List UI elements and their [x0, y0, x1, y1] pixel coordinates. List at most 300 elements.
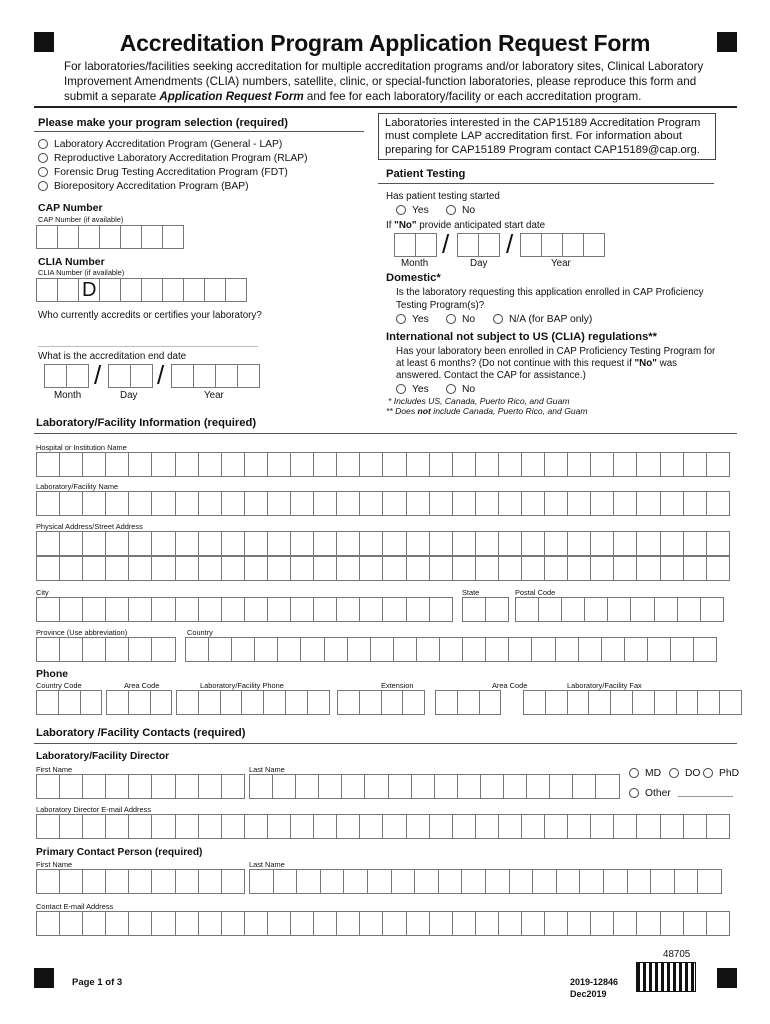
degree-do[interactable]: DO	[669, 766, 700, 780]
char-box[interactable]	[660, 911, 684, 936]
char-box[interactable]	[313, 911, 337, 936]
char-box[interactable]	[416, 637, 440, 662]
char-box[interactable]	[544, 452, 568, 477]
char-box[interactable]	[579, 869, 604, 894]
char-box[interactable]	[544, 531, 568, 556]
char-box[interactable]	[128, 597, 152, 622]
char-box[interactable]	[452, 814, 476, 839]
char-box[interactable]	[175, 491, 199, 516]
char-box[interactable]	[630, 597, 654, 622]
char-box[interactable]	[320, 869, 345, 894]
char-box[interactable]	[249, 774, 273, 799]
char-box[interactable]	[272, 774, 296, 799]
char-box[interactable]	[324, 637, 348, 662]
char-box[interactable]	[429, 452, 453, 477]
domestic-no[interactable]: No	[446, 312, 475, 326]
char-box[interactable]	[382, 491, 406, 516]
char-box[interactable]	[141, 225, 163, 249]
char-box[interactable]	[215, 364, 238, 388]
char-box[interactable]	[220, 690, 243, 715]
char-box[interactable]	[244, 597, 268, 622]
char-box[interactable]	[429, 814, 453, 839]
char-box[interactable]	[521, 531, 545, 556]
char-box[interactable]	[584, 597, 608, 622]
char-box[interactable]	[670, 637, 694, 662]
char-box[interactable]	[128, 491, 152, 516]
char-box[interactable]	[193, 364, 216, 388]
program-option-bap[interactable]: Biorepository Accreditation Program (BAP)	[38, 179, 308, 193]
char-box[interactable]	[391, 869, 416, 894]
char-box[interactable]	[556, 869, 581, 894]
char-box[interactable]	[151, 911, 175, 936]
start-date-month[interactable]	[394, 233, 436, 257]
char-box[interactable]	[295, 774, 319, 799]
char-box[interactable]	[78, 225, 100, 249]
state-boxes[interactable]	[462, 597, 508, 622]
char-box[interactable]	[429, 911, 453, 936]
char-box[interactable]	[36, 556, 60, 581]
char-box[interactable]	[176, 690, 199, 715]
char-box[interactable]	[57, 225, 79, 249]
char-box[interactable]	[59, 814, 83, 839]
char-box[interactable]	[221, 491, 245, 516]
char-box[interactable]	[683, 556, 707, 581]
char-box[interactable]	[697, 869, 722, 894]
char-box[interactable]	[208, 637, 232, 662]
char-box[interactable]	[221, 452, 245, 477]
char-box[interactable]	[429, 531, 453, 556]
char-box[interactable]	[521, 911, 545, 936]
clia-number-boxes[interactable]	[36, 278, 246, 302]
char-box[interactable]	[475, 531, 499, 556]
start-date-year[interactable]	[520, 233, 604, 257]
char-box[interactable]	[485, 597, 509, 622]
char-box[interactable]	[406, 911, 430, 936]
char-box[interactable]	[515, 597, 539, 622]
char-box[interactable]	[313, 491, 337, 516]
radio-icon[interactable]	[669, 768, 679, 778]
char-box[interactable]	[498, 531, 522, 556]
char-box[interactable]	[175, 531, 199, 556]
degree-md[interactable]: MD	[629, 766, 661, 780]
char-box[interactable]	[198, 911, 222, 936]
char-box[interactable]	[337, 690, 360, 715]
char-box[interactable]	[336, 452, 360, 477]
char-box[interactable]	[336, 814, 360, 839]
char-box[interactable]	[313, 531, 337, 556]
char-box[interactable]	[636, 911, 660, 936]
char-box[interactable]	[480, 774, 504, 799]
char-box[interactable]	[544, 814, 568, 839]
char-box[interactable]	[82, 556, 106, 581]
char-box[interactable]	[406, 491, 430, 516]
char-box[interactable]	[601, 637, 625, 662]
country-boxes[interactable]	[185, 637, 716, 662]
radio-icon[interactable]	[629, 768, 639, 778]
degree-other[interactable]: Other	[629, 786, 671, 800]
char-box[interactable]	[36, 531, 60, 556]
char-box[interactable]	[175, 911, 199, 936]
char-box[interactable]	[267, 531, 291, 556]
char-box[interactable]	[108, 364, 131, 388]
char-box[interactable]	[706, 911, 730, 936]
char-box[interactable]	[82, 597, 106, 622]
char-box[interactable]	[171, 364, 194, 388]
domestic-yes[interactable]: Yes	[396, 312, 429, 326]
char-box[interactable]	[254, 637, 278, 662]
char-box[interactable]	[394, 233, 416, 257]
char-box[interactable]	[267, 597, 291, 622]
char-box[interactable]	[452, 531, 476, 556]
char-box[interactable]	[36, 597, 60, 622]
char-box[interactable]	[267, 911, 291, 936]
char-box[interactable]	[66, 364, 89, 388]
char-box[interactable]	[343, 869, 368, 894]
char-box[interactable]	[80, 690, 103, 715]
char-box[interactable]	[128, 452, 152, 477]
char-box[interactable]	[567, 690, 590, 715]
char-box[interactable]	[36, 491, 60, 516]
radio-icon[interactable]	[38, 153, 48, 163]
char-box[interactable]	[683, 491, 707, 516]
char-box[interactable]	[452, 491, 476, 516]
char-box[interactable]	[185, 637, 209, 662]
char-box[interactable]	[457, 690, 480, 715]
country-code-boxes[interactable]	[36, 690, 101, 715]
char-box[interactable]	[290, 556, 314, 581]
char-box[interactable]	[105, 774, 129, 799]
char-box[interactable]	[402, 690, 425, 715]
char-box[interactable]	[549, 774, 573, 799]
char-box[interactable]	[59, 452, 83, 477]
char-box[interactable]	[198, 869, 222, 894]
char-box[interactable]	[307, 690, 330, 715]
char-box[interactable]	[414, 869, 439, 894]
char-box[interactable]	[435, 690, 458, 715]
char-box[interactable]	[151, 814, 175, 839]
char-box[interactable]	[175, 774, 199, 799]
radio-icon[interactable]	[493, 314, 503, 324]
char-box[interactable]	[636, 452, 660, 477]
char-box[interactable]	[452, 911, 476, 936]
char-box[interactable]	[531, 637, 555, 662]
char-box[interactable]	[367, 869, 392, 894]
char-box[interactable]	[636, 491, 660, 516]
degree-phd[interactable]: PhD	[703, 766, 739, 780]
char-box[interactable]	[244, 452, 268, 477]
char-box[interactable]	[128, 869, 152, 894]
char-box[interactable]	[59, 869, 83, 894]
char-box[interactable]	[676, 690, 699, 715]
char-box[interactable]	[221, 869, 245, 894]
char-box[interactable]	[151, 637, 175, 662]
char-box[interactable]	[508, 637, 532, 662]
char-box[interactable]	[706, 814, 730, 839]
char-box[interactable]	[244, 531, 268, 556]
char-box[interactable]	[241, 690, 264, 715]
char-box[interactable]	[106, 690, 129, 715]
char-box[interactable]	[290, 531, 314, 556]
char-box[interactable]	[674, 869, 699, 894]
facility-phone-boxes[interactable]	[176, 690, 329, 715]
international-yes[interactable]: Yes	[396, 382, 429, 396]
char-box[interactable]	[498, 911, 522, 936]
char-box[interactable]	[36, 814, 60, 839]
char-box[interactable]	[231, 637, 255, 662]
char-box[interactable]	[151, 531, 175, 556]
char-box[interactable]	[359, 911, 383, 936]
char-box[interactable]	[318, 774, 342, 799]
char-box[interactable]	[175, 869, 199, 894]
char-box[interactable]	[99, 278, 121, 302]
char-box[interactable]	[128, 814, 152, 839]
director-email-boxes[interactable]	[36, 814, 729, 839]
address-boxes-row1[interactable]	[36, 531, 729, 556]
char-box[interactable]	[59, 911, 83, 936]
international-no[interactable]: No	[446, 382, 475, 396]
char-box[interactable]	[336, 911, 360, 936]
char-box[interactable]	[221, 597, 245, 622]
char-box[interactable]	[105, 597, 129, 622]
postal-code-boxes[interactable]	[515, 597, 723, 622]
char-box[interactable]	[567, 814, 591, 839]
char-box[interactable]	[588, 690, 611, 715]
char-box[interactable]	[263, 690, 286, 715]
char-box[interactable]	[541, 233, 563, 257]
char-box[interactable]	[660, 556, 684, 581]
char-box[interactable]	[485, 869, 510, 894]
province-boxes[interactable]	[36, 637, 175, 662]
char-box[interactable]	[105, 911, 129, 936]
char-box[interactable]	[341, 774, 365, 799]
char-box[interactable]	[382, 814, 406, 839]
char-box[interactable]	[336, 556, 360, 581]
char-box[interactable]	[290, 452, 314, 477]
char-box[interactable]	[382, 452, 406, 477]
char-box[interactable]	[452, 556, 476, 581]
char-box[interactable]	[175, 452, 199, 477]
char-box[interactable]	[36, 911, 60, 936]
char-box[interactable]	[697, 690, 720, 715]
char-box[interactable]	[285, 690, 308, 715]
char-box[interactable]	[538, 597, 562, 622]
radio-icon[interactable]	[703, 768, 713, 778]
char-box[interactable]	[221, 774, 245, 799]
char-box[interactable]	[544, 911, 568, 936]
char-box[interactable]	[59, 556, 83, 581]
char-box[interactable]	[130, 364, 153, 388]
char-box[interactable]	[120, 278, 142, 302]
char-box[interactable]	[393, 637, 417, 662]
char-box[interactable]	[462, 637, 486, 662]
program-option-lap[interactable]: Laboratory Accreditation Program (General - LAP)	[38, 137, 308, 151]
char-box[interactable]	[183, 278, 205, 302]
char-box[interactable]	[290, 491, 314, 516]
char-box[interactable]	[198, 774, 222, 799]
char-box[interactable]	[105, 869, 129, 894]
char-box[interactable]	[544, 491, 568, 516]
area-code-fax-boxes[interactable]	[435, 690, 500, 715]
char-box[interactable]	[313, 556, 337, 581]
char-box[interactable]	[105, 637, 129, 662]
char-box[interactable]	[82, 911, 106, 936]
char-box[interactable]	[151, 556, 175, 581]
radio-icon[interactable]	[38, 167, 48, 177]
char-box[interactable]	[521, 452, 545, 477]
char-box[interactable]	[700, 597, 724, 622]
char-box[interactable]	[632, 690, 655, 715]
char-box[interactable]	[478, 233, 500, 257]
end-date-month[interactable]	[44, 364, 88, 388]
char-box[interactable]	[498, 491, 522, 516]
char-box[interactable]	[509, 869, 534, 894]
char-box[interactable]	[277, 637, 301, 662]
char-box[interactable]	[583, 233, 605, 257]
char-box[interactable]	[105, 531, 129, 556]
char-box[interactable]	[406, 814, 430, 839]
char-box[interactable]	[613, 452, 637, 477]
char-box[interactable]	[636, 814, 660, 839]
char-box[interactable]	[82, 814, 106, 839]
char-box[interactable]	[654, 597, 678, 622]
char-box[interactable]	[198, 597, 222, 622]
char-box[interactable]	[595, 774, 619, 799]
char-box[interactable]	[523, 690, 546, 715]
char-box[interactable]	[479, 690, 502, 715]
char-box[interactable]	[57, 278, 79, 302]
char-box[interactable]	[382, 556, 406, 581]
char-box[interactable]	[273, 869, 298, 894]
char-box[interactable]	[128, 556, 152, 581]
char-box[interactable]	[162, 225, 184, 249]
radio-icon[interactable]	[396, 205, 406, 215]
char-box[interactable]	[561, 597, 585, 622]
char-box[interactable]	[175, 814, 199, 839]
char-box[interactable]	[82, 491, 106, 516]
char-box[interactable]	[636, 531, 660, 556]
char-box[interactable]	[660, 491, 684, 516]
char-box[interactable]	[82, 869, 106, 894]
extension-boxes[interactable]	[337, 690, 424, 715]
char-box[interactable]	[128, 637, 152, 662]
char-box[interactable]	[475, 911, 499, 936]
char-box[interactable]	[36, 637, 60, 662]
char-box[interactable]	[382, 597, 406, 622]
char-box[interactable]	[613, 911, 637, 936]
char-box[interactable]	[244, 556, 268, 581]
start-date-day[interactable]	[457, 233, 499, 257]
char-box[interactable]	[627, 869, 652, 894]
char-box[interactable]	[105, 814, 129, 839]
char-box[interactable]	[313, 452, 337, 477]
accreditor-answer-line[interactable]	[38, 346, 258, 347]
primary-first-name-boxes[interactable]	[36, 869, 244, 894]
degree-other-line[interactable]	[678, 796, 733, 797]
cap-number-boxes[interactable]	[36, 225, 183, 249]
char-box[interactable]	[683, 531, 707, 556]
char-box[interactable]	[590, 491, 614, 516]
end-date-day[interactable]	[108, 364, 152, 388]
char-box[interactable]	[225, 278, 247, 302]
char-box[interactable]	[572, 774, 596, 799]
char-box[interactable]	[654, 690, 677, 715]
char-box[interactable]	[120, 225, 142, 249]
char-box[interactable]	[567, 491, 591, 516]
char-box[interactable]	[128, 911, 152, 936]
radio-icon[interactable]	[38, 139, 48, 149]
char-box[interactable]	[498, 814, 522, 839]
char-box[interactable]	[267, 556, 291, 581]
char-box[interactable]	[457, 233, 479, 257]
char-box[interactable]	[607, 597, 631, 622]
char-box[interactable]	[475, 814, 499, 839]
char-box[interactable]	[290, 597, 314, 622]
end-date-year[interactable]	[171, 364, 259, 388]
char-box[interactable]	[382, 531, 406, 556]
city-boxes[interactable]	[36, 597, 452, 622]
radio-icon[interactable]	[38, 181, 48, 191]
director-last-name-boxes[interactable]	[249, 774, 619, 799]
char-box[interactable]	[613, 531, 637, 556]
hospital-name-boxes[interactable]	[36, 452, 729, 477]
char-box[interactable]	[290, 814, 314, 839]
char-box[interactable]	[221, 531, 245, 556]
char-box[interactable]	[36, 869, 60, 894]
char-box[interactable]	[296, 869, 321, 894]
char-box[interactable]	[475, 452, 499, 477]
char-box[interactable]	[521, 491, 545, 516]
char-box[interactable]	[359, 491, 383, 516]
char-box[interactable]	[151, 597, 175, 622]
char-box[interactable]	[415, 233, 437, 257]
char-box[interactable]	[336, 491, 360, 516]
char-box[interactable]	[590, 556, 614, 581]
char-box[interactable]	[244, 814, 268, 839]
char-box[interactable]	[452, 452, 476, 477]
char-box[interactable]	[82, 774, 106, 799]
char-box[interactable]	[347, 637, 371, 662]
char-box[interactable]	[590, 911, 614, 936]
char-box[interactable]	[313, 814, 337, 839]
char-box[interactable]	[706, 556, 730, 581]
char-box[interactable]	[610, 690, 633, 715]
char-box[interactable]	[498, 556, 522, 581]
char-box[interactable]	[475, 491, 499, 516]
char-box[interactable]	[244, 491, 268, 516]
char-box[interactable]	[128, 774, 152, 799]
char-box[interactable]	[59, 531, 83, 556]
char-box[interactable]	[520, 233, 542, 257]
char-box[interactable]	[151, 491, 175, 516]
char-box[interactable]	[58, 690, 81, 715]
char-box[interactable]	[613, 556, 637, 581]
char-box[interactable]	[624, 637, 648, 662]
facility-fax-boxes[interactable]	[523, 690, 741, 715]
char-box[interactable]	[175, 556, 199, 581]
char-box[interactable]	[198, 690, 221, 715]
char-box[interactable]	[706, 491, 730, 516]
char-box[interactable]	[267, 452, 291, 477]
char-box[interactable]	[128, 531, 152, 556]
char-box[interactable]	[677, 597, 701, 622]
char-box[interactable]	[82, 531, 106, 556]
char-box[interactable]	[406, 452, 430, 477]
char-box[interactable]	[237, 364, 260, 388]
char-box[interactable]	[545, 690, 568, 715]
char-box[interactable]	[267, 814, 291, 839]
char-box[interactable]	[300, 637, 324, 662]
radio-icon[interactable]	[629, 788, 639, 798]
